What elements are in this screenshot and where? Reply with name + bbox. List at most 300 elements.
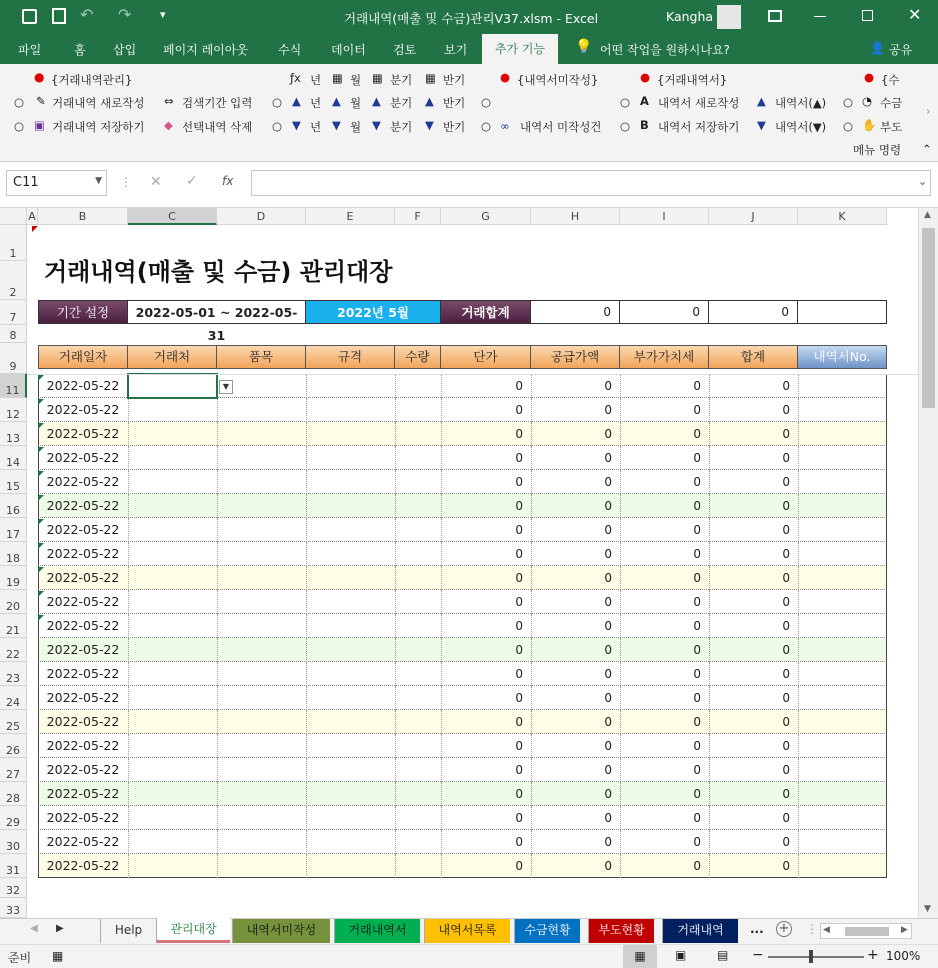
total-cell[interactable]: 0 [782, 379, 790, 393]
row-header[interactable]: 9 [0, 343, 27, 374]
date-cell[interactable]: 2022-05-22 [46, 810, 120, 825]
total-cell[interactable]: 0 [782, 595, 790, 609]
row-header[interactable]: 19 [0, 566, 27, 590]
radio-icon[interactable]: ○ [843, 95, 854, 109]
new-ledger-button[interactable]: 거래내역 새로작성 [52, 96, 145, 110]
column-header[interactable]: E [306, 208, 395, 225]
vat-cell[interactable]: 0 [693, 715, 701, 729]
half-down-button[interactable]: 반기 [443, 120, 466, 134]
total-value: 0 [709, 300, 798, 324]
cell-divider [798, 782, 799, 806]
cell-divider [798, 806, 799, 830]
add-sheet-icon[interactable]: + [776, 921, 792, 937]
total-cell[interactable]: 0 [782, 835, 790, 849]
vertical-scrollbar[interactable] [918, 208, 938, 918]
total-cell[interactable]: 0 [782, 403, 790, 417]
cell-divider [217, 782, 218, 806]
search-period-button[interactable]: 검색기간 입력 [182, 96, 253, 110]
total-cell[interactable]: 0 [782, 619, 790, 633]
vat-cell[interactable]: 0 [693, 379, 701, 393]
page-layout-view-icon[interactable]: ▣ [675, 948, 687, 962]
price-cell[interactable]: 0 [515, 739, 523, 753]
date-cell[interactable]: 2022-05-22 [46, 786, 120, 801]
row-header[interactable]: 30 [0, 830, 27, 854]
radio-icon[interactable]: ○ [843, 119, 854, 133]
supply-cell[interactable]: 0 [604, 763, 612, 777]
down-arrow-icon: ▼ [372, 118, 381, 132]
more-sheets-button[interactable]: ... [750, 922, 764, 936]
up-arrow-icon: ▲ [425, 94, 434, 108]
group-title-statement: {거래내역서} [657, 73, 728, 87]
close-icon[interactable]: ✕ [908, 5, 922, 24]
radio-icon[interactable]: ○ [620, 119, 631, 133]
vat-cell[interactable]: 0 [693, 739, 701, 753]
cell-divider [217, 854, 218, 878]
cell-divider [798, 470, 799, 494]
vat-cell[interactable]: 0 [693, 619, 701, 633]
cell-divider [128, 806, 129, 830]
row-header[interactable]: 24 [0, 686, 27, 710]
tab-addins[interactable]: 추가 기능 [482, 34, 558, 64]
save-icon[interactable] [22, 9, 37, 24]
price-cell[interactable]: 0 [515, 691, 523, 705]
year-down-button[interactable]: 년 [310, 120, 322, 134]
delete-selection-button[interactable]: 선택내역 삭제 [182, 120, 253, 134]
supply-cell[interactable]: 0 [604, 571, 612, 585]
ribbon-footer-label: 메뉴 명령 [853, 143, 902, 157]
cell-divider [217, 662, 218, 686]
zoom-in-icon[interactable]: + [867, 947, 879, 963]
vat-cell[interactable]: 0 [693, 451, 701, 465]
cell-divider [306, 494, 307, 518]
total-cell[interactable]: 0 [782, 787, 790, 801]
sheet-tab[interactable]: 수금현황 [514, 919, 580, 943]
down-arrow-icon: ▼ [425, 118, 434, 132]
vat-cell[interactable]: 0 [693, 763, 701, 777]
share-button[interactable]: 공유 [889, 43, 913, 57]
supply-cell[interactable]: 0 [604, 523, 612, 537]
radio-icon[interactable]: ○ [272, 119, 283, 133]
row-header[interactable]: 28 [0, 782, 27, 806]
cell-divider [128, 566, 129, 590]
vat-cell[interactable]: 0 [693, 547, 701, 561]
column-header[interactable]: G [441, 208, 531, 225]
row-header[interactable]: 12 [0, 398, 27, 422]
cell-divider [395, 494, 396, 518]
row-header[interactable]: 17 [0, 518, 27, 542]
supply-cell[interactable]: 0 [604, 859, 612, 873]
price-cell[interactable]: 0 [515, 403, 523, 417]
supply-cell[interactable]: 0 [604, 739, 612, 753]
vat-cell[interactable]: 0 [693, 787, 701, 801]
zoom-thumb[interactable] [809, 950, 813, 963]
row-header[interactable]: 7 [0, 300, 27, 325]
tab-formulas[interactable]: 수식 [278, 43, 302, 57]
price-cell[interactable]: 0 [515, 835, 523, 849]
cell-divider [217, 710, 218, 734]
redo-icon[interactable]: ↷ [118, 5, 132, 24]
date-cell[interactable]: 2022-05-22 [46, 570, 120, 585]
formula-bar [0, 162, 938, 208]
price-cell[interactable]: 0 [515, 475, 523, 489]
sheet-tab[interactable]: 내역서미작성 [232, 919, 330, 943]
date-cell[interactable]: 2022-05-22 [46, 714, 120, 729]
supply-cell[interactable]: 0 [604, 499, 612, 513]
save-statement-button[interactable]: 내역서 저장하기 [658, 120, 740, 134]
save-ledger-button[interactable]: 거래내역 저장하기 [52, 120, 145, 134]
insert-function-icon[interactable]: fx [222, 174, 234, 188]
sheet-tab[interactable]: 거래내역서 [334, 919, 420, 943]
sheet-tab[interactable]: 거래내역 [662, 919, 738, 943]
row-header[interactable]: 22 [0, 638, 27, 662]
row-header[interactable]: 25 [0, 710, 27, 734]
supply-cell[interactable]: 0 [604, 619, 612, 633]
user-name[interactable]: Kangha [666, 9, 714, 24]
price-cell[interactable]: 0 [515, 451, 523, 465]
comment-indicator [38, 567, 44, 573]
nav-quarter-label[interactable]: 분기 [390, 73, 413, 87]
horizontal-scrollbar[interactable] [820, 923, 912, 939]
expand-formula-icon[interactable]: ⌄ [918, 175, 928, 188]
date-cell[interactable]: 2022-05-22 [46, 498, 120, 513]
supply-cell[interactable]: 0 [604, 835, 612, 849]
date-cell[interactable]: 2022-05-22 [46, 690, 120, 705]
radio-icon[interactable]: ○ [481, 95, 492, 109]
zoom-level[interactable]: 100% [886, 949, 921, 963]
name-box[interactable] [6, 170, 107, 196]
price-cell[interactable]: 0 [515, 859, 523, 873]
row-header[interactable]: 15 [0, 470, 27, 494]
column-header[interactable]: A [27, 208, 38, 225]
price-cell[interactable]: 0 [515, 763, 523, 777]
vat-cell[interactable]: 0 [693, 811, 701, 825]
supply-cell[interactable]: 0 [604, 643, 612, 657]
lightbulb-icon[interactable]: 💡 [575, 39, 593, 55]
column-header[interactable]: B [38, 208, 128, 225]
row-header[interactable]: 32 [0, 878, 27, 898]
cell-divider [798, 422, 799, 446]
supply-cell[interactable]: 0 [604, 475, 612, 489]
vat-cell[interactable]: 0 [693, 859, 701, 873]
cell-divider [395, 518, 396, 542]
total-cell[interactable]: 0 [782, 475, 790, 489]
vat-cell[interactable]: 0 [693, 667, 701, 681]
row-header[interactable]: 16 [0, 494, 27, 518]
page-title: 거래내역(매출 및 수금) 관리대장 [44, 258, 393, 286]
total-cell[interactable]: 0 [782, 763, 790, 777]
cell-divider [217, 806, 218, 830]
price-cell[interactable]: 0 [515, 787, 523, 801]
row-header[interactable]: 33 [0, 898, 27, 918]
avatar[interactable] [717, 5, 741, 29]
price-cell[interactable]: 0 [515, 595, 523, 609]
price-cell[interactable]: 0 [515, 547, 523, 561]
comment-indicator [38, 543, 44, 549]
scroll-up-icon[interactable]: ▲ [924, 210, 931, 220]
vat-cell[interactable]: 0 [693, 475, 701, 489]
sheet-tab[interactable]: 부도현황 [588, 919, 654, 943]
tell-me-search[interactable]: 어떤 작업을 원하시나요? [600, 43, 730, 57]
column-header[interactable]: H [531, 208, 620, 225]
row-header[interactable]: 18 [0, 542, 27, 566]
row-header[interactable]: 20 [0, 590, 27, 614]
supply-cell[interactable]: 0 [604, 427, 612, 441]
tab-scroll-right-icon[interactable]: ▶ [56, 923, 64, 934]
scroll-thumb[interactable] [922, 228, 935, 408]
price-cell[interactable]: 0 [515, 523, 523, 537]
group-title-unwritten: {내역서미작성} [517, 73, 599, 87]
supply-cell[interactable]: 0 [604, 547, 612, 561]
cell-divider [798, 518, 799, 542]
supply-cell[interactable]: 0 [604, 379, 612, 393]
total-cell[interactable]: 0 [782, 643, 790, 657]
radio-icon[interactable]: ○ [481, 119, 492, 133]
cell-divider [128, 710, 129, 734]
radio-icon[interactable]: ○ [14, 95, 25, 109]
ribbon-collapse-icon[interactable]: ⌃ [922, 142, 932, 156]
sheet-tab[interactable]: 관리대장 [156, 918, 230, 943]
vat-cell[interactable]: 0 [693, 427, 701, 441]
column-header[interactable]: J [709, 208, 798, 225]
row-header[interactable]: 14 [0, 446, 27, 470]
row-header[interactable]: 31 [0, 854, 27, 878]
total-cell[interactable]: 0 [782, 691, 790, 705]
total-cell[interactable]: 0 [782, 739, 790, 753]
date-cell[interactable]: 2022-05-22 [46, 738, 120, 753]
worksheet-grid[interactable] [0, 208, 918, 918]
bulb-icon: ● [500, 70, 511, 84]
supply-cell[interactable]: 0 [604, 451, 612, 465]
cell-divider [798, 758, 799, 782]
price-cell[interactable]: 0 [515, 499, 523, 513]
row-header[interactable]: 8 [0, 325, 27, 343]
date-cell[interactable]: 2022-05-22 [46, 426, 120, 441]
price-cell[interactable]: 0 [515, 619, 523, 633]
quarter-up-button[interactable]: 분기 [390, 96, 413, 110]
sheet-tab[interactable]: Help [100, 919, 156, 943]
half-up-button[interactable]: 반기 [443, 96, 466, 110]
row-header[interactable]: 1 [0, 225, 27, 261]
zoom-slider[interactable] [768, 956, 864, 958]
cell-divider [306, 422, 307, 446]
scroll-down-icon[interactable]: ▼ [924, 904, 931, 914]
date-cell[interactable]: 2022-05-22 [46, 858, 120, 873]
normal-view-button[interactable]: ▦ [623, 945, 657, 968]
select-all-corner[interactable] [0, 208, 27, 225]
cell-divider [217, 758, 218, 782]
cell-divider [217, 494, 218, 518]
row-header[interactable]: 13 [0, 422, 27, 446]
hscroll-left-icon[interactable]: ◀ [823, 925, 830, 935]
statement-up-button[interactable]: 내역서(▲) [775, 96, 827, 110]
month-up-button[interactable]: 월 [350, 96, 362, 110]
cell-divider [306, 470, 307, 494]
price-cell[interactable]: 0 [515, 427, 523, 441]
cell-divider [306, 638, 307, 662]
statement-down-button[interactable]: 내역서(▼) [775, 120, 827, 134]
chevron-down-icon[interactable]: ▼ [95, 176, 102, 186]
radio-icon[interactable]: ○ [620, 95, 631, 109]
total-cell[interactable]: 0 [782, 451, 790, 465]
column-header[interactable]: F [395, 208, 441, 225]
nav-year-label[interactable]: 년 [310, 73, 322, 87]
tab-file[interactable]: 파일 [18, 43, 42, 57]
price-cell[interactable]: 0 [515, 379, 523, 393]
supply-cell[interactable]: 0 [604, 787, 612, 801]
unwritten-statement-button[interactable]: 내역서 미작성건 [520, 120, 602, 134]
vat-cell[interactable]: 0 [693, 499, 701, 513]
period-value[interactable]: 2022-05-01 ~ 2022-05-31 [128, 300, 306, 324]
supply-cell[interactable]: 0 [604, 811, 612, 825]
tab-scroll-left-icon[interactable]: ◀ [30, 923, 38, 934]
ribbon-display-icon[interactable] [768, 10, 782, 22]
total-cell[interactable]: 0 [782, 499, 790, 513]
date-cell[interactable]: 2022-05-22 [46, 666, 120, 681]
hscroll-right-icon[interactable]: ▶ [901, 925, 908, 935]
price-cell[interactable]: 0 [515, 571, 523, 585]
price-cell[interactable]: 0 [515, 715, 523, 729]
tab-insert[interactable]: 삽입 [113, 43, 137, 57]
total-cell[interactable]: 0 [782, 667, 790, 681]
total-cell[interactable]: 0 [782, 523, 790, 537]
ribbon-scroll-icon[interactable]: › [926, 104, 931, 118]
date-cell[interactable]: 2022-05-22 [46, 450, 120, 465]
supply-cell[interactable]: 0 [604, 595, 612, 609]
price-cell[interactable]: 0 [515, 811, 523, 825]
date-cell[interactable]: 2022-05-22 [46, 402, 120, 417]
radio-icon[interactable]: ○ [14, 119, 25, 133]
person-icon[interactable]: 👤 [870, 41, 885, 55]
tab-review[interactable]: 검토 [393, 43, 417, 57]
row-header[interactable]: 11 [0, 374, 27, 398]
comment-indicator [38, 471, 44, 477]
date-cell[interactable]: 2022-05-22 [46, 546, 120, 561]
row-header[interactable]: 27 [0, 758, 27, 782]
new-statement-button[interactable]: 내역서 새로작성 [658, 96, 740, 110]
page-break-view-icon[interactable]: ▤ [717, 948, 729, 962]
date-cell[interactable]: 2022-05-22 [46, 642, 120, 657]
nav-month-label[interactable]: 월 [350, 73, 362, 87]
cell-divider [306, 758, 307, 782]
column-header[interactable]: K [798, 208, 887, 225]
month-down-button[interactable]: 월 [350, 120, 362, 134]
supply-cell[interactable]: 0 [604, 667, 612, 681]
column-title: 내역서No. [798, 345, 887, 369]
quarter-down-button[interactable]: 분기 [390, 120, 413, 134]
row-header[interactable]: 26 [0, 734, 27, 758]
vat-cell[interactable]: 0 [693, 523, 701, 537]
total-cell[interactable]: 0 [782, 571, 790, 585]
date-cell[interactable]: 2022-05-22 [46, 474, 120, 489]
cancel-icon[interactable]: ✕ [150, 174, 162, 190]
pen-icon: ✎ [36, 94, 46, 108]
year-up-button[interactable]: 년 [310, 96, 322, 110]
supply-cell[interactable]: 0 [604, 715, 612, 729]
row-header[interactable]: 2 [0, 261, 27, 300]
zoom-out-icon[interactable]: − [752, 947, 764, 963]
date-cell[interactable]: 2022-05-22 [46, 834, 120, 849]
vat-cell[interactable]: 0 [693, 571, 701, 585]
row-header[interactable]: 21 [0, 614, 27, 638]
cell-divider [395, 686, 396, 710]
cell-divider [798, 446, 799, 470]
total-cell[interactable]: 0 [782, 859, 790, 873]
dropdown-arrow-icon[interactable]: ▼ [219, 380, 233, 394]
tab-page-layout[interactable]: 페이지 레이아웃 [163, 43, 248, 57]
column-header[interactable]: C [128, 208, 217, 225]
vat-cell[interactable]: 0 [693, 595, 701, 609]
vat-cell[interactable]: 0 [693, 835, 701, 849]
row-header[interactable]: 29 [0, 806, 27, 830]
radio-icon[interactable]: ○ [272, 95, 283, 109]
date-cell[interactable]: 2022-05-22 [46, 618, 120, 633]
minimize-icon[interactable] [814, 16, 826, 17]
total-cell[interactable]: 0 [782, 811, 790, 825]
cell-divider [395, 782, 396, 806]
column-header[interactable]: I [620, 208, 709, 225]
eraser-icon: ◆ [164, 118, 173, 132]
date-cell[interactable]: 2022-05-22 [46, 594, 120, 609]
cell-divider [128, 638, 129, 662]
maximize-icon[interactable] [862, 10, 873, 21]
collection-button[interactable]: 수금 [880, 96, 903, 110]
nav-half-label[interactable]: 반기 [443, 73, 466, 87]
total-cell[interactable]: 0 [782, 715, 790, 729]
formula-input[interactable] [251, 170, 931, 196]
macro-record-icon[interactable]: ▦ [52, 949, 64, 963]
price-cell[interactable]: 0 [515, 643, 523, 657]
row-header[interactable]: 23 [0, 662, 27, 686]
hscroll-thumb[interactable] [845, 927, 889, 936]
supply-cell[interactable]: 0 [604, 403, 612, 417]
tab-view[interactable]: 보기 [444, 43, 468, 57]
undo-icon[interactable]: ↶ [80, 5, 94, 24]
column-header[interactable]: D [217, 208, 306, 225]
cell-divider [217, 638, 218, 662]
cell-divider [217, 398, 218, 422]
print-preview-icon[interactable] [52, 8, 66, 24]
total-cell[interactable]: 0 [782, 547, 790, 561]
date-cell[interactable]: 2022-05-22 [46, 522, 120, 537]
ribbon-tabs [0, 34, 938, 64]
cell-divider [395, 854, 396, 878]
vat-cell[interactable]: 0 [693, 691, 701, 705]
vat-cell[interactable]: 0 [693, 643, 701, 657]
cell-divider [217, 542, 218, 566]
enter-icon[interactable]: ✓ [186, 173, 198, 189]
total-cell[interactable]: 0 [782, 427, 790, 441]
cell-divider [395, 374, 396, 398]
quick-access-dropdown-icon[interactable]: ▾ [160, 8, 166, 21]
cell-divider [217, 734, 218, 758]
supply-cell[interactable]: 0 [604, 691, 612, 705]
tab-data[interactable]: 데이터 [331, 43, 366, 57]
tab-home[interactable]: 홈 [74, 43, 86, 57]
date-cell[interactable]: 2022-05-22 [46, 762, 120, 777]
date-cell[interactable]: 2022-05-22 [46, 378, 120, 393]
cell-divider [798, 830, 799, 854]
comment-indicator [38, 423, 44, 429]
dishonor-button[interactable]: 부도 [880, 120, 903, 134]
price-cell[interactable]: 0 [515, 667, 523, 681]
vat-cell[interactable]: 0 [693, 403, 701, 417]
selected-cell-c11[interactable] [127, 373, 218, 399]
cell-divider [128, 398, 129, 422]
cell-divider [395, 614, 396, 638]
column-title: 부가가치세 [620, 345, 709, 369]
sheet-tab[interactable]: 내역서목록 [424, 919, 510, 943]
cell-divider [306, 830, 307, 854]
